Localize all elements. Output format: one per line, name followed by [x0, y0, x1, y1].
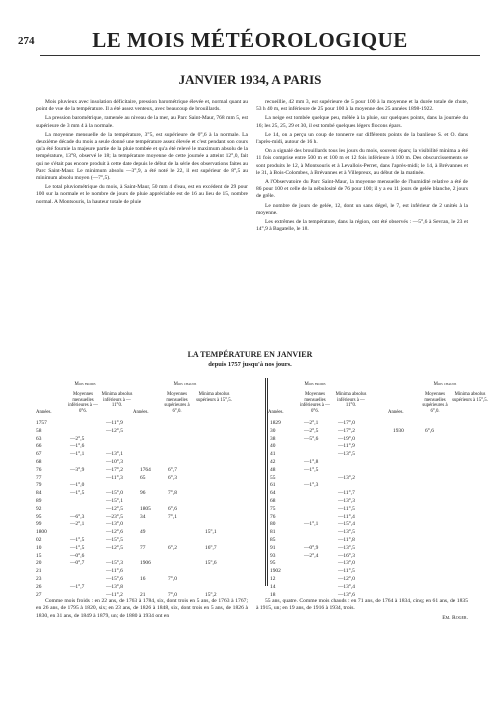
year-cell: 93 [270, 552, 276, 559]
year-cell: 65 [140, 474, 146, 481]
paragraph: 55 ans, quatre. Comme mois chauds : en 71 ans, de 1764 à 1834, cinq; en 61 ans, de 1835 à 1915, un; en 19 ans, de 1916 à 1934, trois. [256, 598, 468, 612]
temperature-cell: —0°,9 [304, 544, 319, 551]
group-warm-right: Mois chauds [433, 382, 457, 387]
year-cell: 42 [270, 459, 276, 465]
temperature-cell: —1°,5 [70, 537, 85, 543]
table-row [0, 451, 500, 459]
temperature-cell: —1°,5 [70, 544, 85, 551]
temperature-cell: —13°,0 [338, 560, 355, 567]
temperature-cell: —1°,8 [304, 459, 319, 465]
year-cell: 12 [270, 576, 276, 582]
table-row [0, 498, 500, 506]
right-column [256, 99, 468, 235]
temperature-cell: —11°,4 [338, 513, 355, 520]
paragraph: La moyenne mensuelle de la température, 3°5, est supérieure de 0°,6 à la normale. La deuxième décade du mois a seule donné une température assez élevée et c'est pendant son cours qu'a été fournie la majeure partie de la pluie tombée et qu'a été relevé le maximum absolu de la température, 13°8, observé le 18; la température moyenne de cette journée a atteint 12°,0, fait qui ne s'était pas encore produit à cette date depuis le début de la série des observations faites au Parc Saint-Maur. Le minimum absolu —3°,9, a été noté le 22, il est supérieur de 8°,5 au minimum absolu moyen (—7°,5). [36, 131, 248, 182]
header-annees: Années. [268, 410, 284, 415]
year-cell: 1906 [140, 560, 151, 567]
temperature-cell: 6°,2 [168, 544, 177, 551]
year-cell: 1902 [270, 568, 281, 575]
table-row [0, 428, 500, 436]
header-annees: Années. [133, 410, 149, 415]
year-cell: 38 [270, 435, 276, 442]
temperature-cell: —15°,4 [338, 521, 355, 528]
temperature-cell: —1°,7 [70, 583, 85, 590]
year-cell: 40 [270, 443, 276, 450]
temperature-cell: 7°,0 [168, 591, 177, 598]
year-cell: 95 [270, 560, 276, 567]
temperature-cell: —17°,2 [338, 427, 355, 434]
bottom-right-text [256, 598, 468, 622]
temperature-cell: —12°,6 [106, 529, 123, 536]
temperature-cell: 15°,6 [205, 560, 217, 567]
year-cell: 55 [270, 474, 276, 481]
year-cell: 67 [36, 451, 42, 458]
table-row [0, 529, 500, 537]
year-cell: 77 [36, 474, 42, 481]
temperature-cell: 15°,2 [205, 591, 217, 598]
temperature-cell: —15°,1 [106, 498, 123, 504]
year-cell: 14 [270, 583, 276, 590]
year-cell: 80 [270, 521, 276, 528]
temperature-cell: —0°,7 [70, 560, 85, 567]
paragraph: La pression barométrique, ramenée au niveau de la mer, au Parc Saint-Maur, 768 mm 5, est supérieure de 3 mm 4 à la normale. [36, 115, 248, 129]
header-moy-warm: Moyennes mensuelles supérieures à 6°,0. [164, 392, 190, 414]
paragraph: Le 14, on a perçu un coup de tonnerre sur différents points de la banlieue S. et O. dans l'après-midi, autour de 16 h. [256, 131, 468, 146]
temperature-cell: —1°,5 [70, 490, 85, 497]
year-cell: 68 [36, 459, 42, 465]
year-cell: 27 [36, 591, 42, 598]
year-cell: 75 [270, 505, 276, 512]
table-row [0, 459, 500, 467]
year-cell: 16 [140, 576, 146, 582]
year-cell: 23 [36, 576, 42, 582]
temperature-cell: 16°,7 [205, 544, 217, 551]
temperature-cell: —13°,5 [338, 451, 355, 458]
table-row [0, 482, 500, 490]
year-cell: 02 [36, 537, 42, 543]
temperature-cell: —19°,0 [338, 435, 355, 442]
temperature-cell: —17°,2 [106, 466, 123, 473]
table-title: LA TEMPÉRATURE EN JANVIER [187, 350, 313, 359]
year-cell: 68 [270, 498, 276, 504]
year-cell: 41 [270, 451, 276, 458]
temperature-cell: —12°,5 [106, 505, 123, 512]
temperature-cell: —15°,3 [106, 560, 123, 567]
table-row [0, 560, 500, 568]
page-number: 274 [18, 35, 35, 47]
year-cell: 1829 [270, 420, 281, 426]
temperature-cell: —15°,0 [106, 490, 123, 497]
temperature-cell: —11°,3 [106, 474, 123, 481]
temperature-cell: —1°,1 [70, 451, 85, 458]
temperature-cell: —12°,5 [106, 544, 123, 551]
header-min-cold: Minima absolus inférieurs à —11°0. [101, 392, 133, 409]
temperature-cell: 6°,7 [168, 466, 177, 473]
temperature-cell: —13°,0 [106, 521, 123, 528]
temperature-cell: —11°,7 [338, 490, 355, 497]
year-cell: 58 [36, 427, 42, 434]
temperature-cell: —15°,6 [106, 576, 123, 582]
temperature-cell: —11°,9 [338, 443, 355, 450]
temperature-cell: 6°,3 [168, 474, 177, 481]
year-cell: 79 [36, 482, 42, 489]
temperature-cell: 6°,6 [425, 427, 434, 434]
year-cell: 66 [36, 443, 42, 450]
temperature-cell: —13°,8 [106, 583, 123, 590]
article-title: JANVIER 1934, A PARIS [178, 72, 322, 87]
temperature-cell: —2°,5 [70, 435, 85, 442]
temperature-cell: —11°,2 [106, 591, 123, 598]
temperature-cell: 6°,6 [168, 505, 177, 512]
year-cell: 34 [140, 513, 146, 520]
table-row [0, 443, 500, 451]
temperature-cell: —17°,0 [338, 420, 355, 426]
year-cell: 1800 [36, 529, 47, 536]
journal-title: LE MOIS MÉTÉOROLOGIQUE [92, 28, 408, 52]
year-cell: 76 [36, 466, 42, 473]
table-row [0, 584, 500, 592]
table-row [0, 545, 500, 553]
header-annees: Années. [36, 410, 52, 415]
header-annees: Années. [388, 410, 404, 415]
temperature-cell: —15°,5 [106, 537, 123, 543]
temperature-cell: 15°,1 [205, 529, 217, 536]
header-rule [40, 55, 480, 56]
temperature-cell: —13°,5 [338, 529, 355, 536]
year-cell: 95 [36, 513, 42, 520]
year-cell: 99 [36, 521, 42, 528]
temperature-cell: 7°,0 [168, 576, 177, 582]
temperature-cell: —1°,0 [70, 482, 85, 489]
temperature-cell: —0°,6 [70, 552, 85, 559]
year-cell: 15 [36, 552, 42, 559]
table-row [0, 576, 500, 584]
paragraph: recueillie, 42 mm 3, est supérieure de 5 pour 100 à la moyenne et la durée totale de chute, 53 h 40 m, est inférieure de 25 pour 100 à la moyenne des 25 années 1898-1922. [256, 99, 468, 113]
group-cold-right: Mois froids [304, 382, 326, 387]
author-signature: Em. Roger. [442, 614, 468, 621]
header-min-warm: Minima absolus supérieurs à 15°,5. [452, 392, 488, 403]
temperature-cell: —13°,5 [338, 544, 355, 551]
year-cell: 85 [270, 537, 276, 543]
table-row [0, 568, 500, 576]
year-cell: 21 [36, 568, 42, 575]
bottom-left-text [36, 598, 248, 620]
year-cell: 26 [36, 583, 42, 590]
year-cell: 30 [270, 427, 276, 434]
table-row [0, 436, 500, 444]
temperature-cell: —13°,2 [338, 474, 355, 481]
table-row [0, 467, 500, 475]
temperature-cell: —2°,1 [70, 521, 85, 528]
table-subtitle: depuis 1757 jusqu'à nos jours. [208, 361, 292, 368]
year-cell: 49 [140, 529, 146, 536]
year-cell: 81 [270, 529, 276, 536]
year-cell: 77 [140, 544, 146, 551]
group-cold-left: Mois froids [74, 382, 96, 387]
temperature-cell: —12°,0 [338, 576, 355, 582]
temperature-cell: —5°,6 [304, 435, 319, 442]
table-row [0, 475, 500, 483]
year-cell: 48 [270, 466, 276, 473]
temperature-cell: —11°,8 [338, 537, 355, 543]
paragraph: A l'Observatoire du Parc Saint-Maur, la moyenne mensuelle de l'humidité relative a été de 86 pour 100 et celle de la nébulosité de 76 pour 100; il y a eu 11 jours de gelée blanche, 2 jours de grêle. [256, 179, 468, 200]
temperature-cell: —2°,1 [304, 420, 319, 426]
temperature-cell: —12°,5 [106, 427, 123, 434]
temperature-cell: —6°,3 [70, 513, 85, 520]
year-cell: 84 [36, 490, 42, 497]
temperature-cell: —1°,1 [304, 521, 319, 528]
paragraph: On a signalé des brouillards tous les jours du mois, souvent épars; la visibilité minima a été 11 fois comprise entre 500 m et 100 m et 12 fois inférieure à 100 m. Des obscurcissements se sont produits le 12, à Montsouris et à Levallois-Perret, dans l'après-midi; le 14, à Brévannes et le 31, à Bois-Colombes, à Brévannes et à Villepreux, au début de la matinée. [256, 148, 468, 176]
year-cell: 96 [140, 490, 146, 497]
temperature-cell: —11°,5 [338, 568, 355, 575]
year-cell: 92 [36, 505, 42, 512]
table-row [0, 553, 500, 561]
temperature-cell: —13°,6 [338, 591, 355, 598]
header-moy-cold: Moyennes mensuelles inférieures à —0°6. [68, 392, 98, 414]
temperature-cell: —13°,1 [106, 451, 123, 458]
temperature-cell: —3°,9 [70, 466, 85, 473]
year-cell: 21 [140, 591, 146, 598]
paragraph: La neige est tombée quelque peu, mêlée à la pluie, sur quelques points, dans la journée du 16; les 25, 25, 29 et 30, il est tombé quelques légers flocons épars. [256, 115, 468, 129]
temperature-cell: —2°,5 [304, 427, 319, 434]
table-row [0, 514, 500, 522]
temperature-cell: —1°,6 [70, 443, 85, 450]
table-row [0, 537, 500, 545]
temperature-cell: —10°,3 [106, 459, 123, 465]
temperature-cell: —13°,3 [338, 498, 355, 504]
header-moy-cold: Moyennes mensuelles inférieures à —0°6. [300, 392, 330, 414]
left-column [36, 99, 248, 208]
temperature-cell: —11°,9 [106, 420, 123, 426]
header-min-warm: Minima absolus supérieurs à 15°,5. [196, 392, 232, 403]
year-cell: 20 [36, 560, 42, 567]
year-cell: 61 [270, 482, 276, 489]
paragraph: Mois pluvieux avec insolation déficitaire, pression barométrique élevée et, normal quant au point de vue de la température. Il a été assez venteux, avec beaucoup de brouillards. [36, 99, 248, 113]
year-cell: 1805 [140, 505, 151, 512]
temperature-cell: —1°,5 [304, 466, 319, 473]
paragraph: Les extrêmes de la température, dans la région, ont été observés : —5°,6 à Sevran, le 23 et 14°,9 à Bagatelle, le 18. [256, 219, 468, 233]
paragraph: Comme mois froids : en 22 ans, de 1763 à 1784, six, dont trois en 5 ans, de 1763 à 1767; en 26 ans, de 1795 à 1820, six; en 23 ans, de 1826 à 1848, six, dont trois en 5 ans, de 1826 à 1830, en 31 ans, de 1849 à 1879, un; de 1880 à 1934 ont en [36, 598, 248, 619]
table-row [0, 506, 500, 514]
header-min-cold: Minima absolus inférieurs à —11°0. [335, 392, 367, 409]
temperature-cell: —11°,6 [106, 568, 123, 575]
year-cell: 76 [270, 513, 276, 520]
year-cell: 89 [36, 498, 42, 504]
temperature-cell: —2°,4 [304, 552, 319, 559]
paragraph: Le nombre de jours de gelée, 12, dont un sans dégel, le 7, est inférieur de 2 unités à la moyenne. [256, 202, 468, 216]
year-cell: 63 [36, 435, 42, 442]
year-cell: 18 [270, 591, 276, 598]
temperature-cell: 7°,8 [168, 490, 177, 497]
temperature-cell: —23°,5 [106, 513, 123, 520]
temperature-cell: —1°,3 [304, 482, 319, 489]
year-cell: 1930 [393, 427, 404, 434]
table-row [0, 490, 500, 498]
table-row [0, 420, 500, 428]
year-cell: 1764 [140, 466, 151, 473]
paragraph: Le total pluviométrique du mois, à Saint-Maur, 50 mm 4 d'eau, est en excédent de 29 pour 100 sur la normale et le nombre de jours de pluie appréciable est de 16 au lieu de 15, nombre normal. A Montsouris, la hauteur totale de pluie [36, 184, 248, 205]
header-moy-warm: Moyennes mensuelles supérieures à 6°,0. [422, 392, 448, 414]
temperature-cell: —11°,5 [338, 505, 355, 512]
group-warm-left: Mois chauds [173, 382, 197, 387]
year-cell: 10 [36, 544, 42, 551]
year-cell: 64 [270, 490, 276, 497]
table-row [0, 521, 500, 529]
temperature-cell: —13°,4 [338, 583, 355, 590]
year-cell: 91 [270, 544, 276, 551]
temperature-cell: 7°,1 [168, 513, 177, 520]
temperature-cell: —16°,3 [338, 552, 355, 559]
year-cell: 1757 [36, 420, 47, 426]
